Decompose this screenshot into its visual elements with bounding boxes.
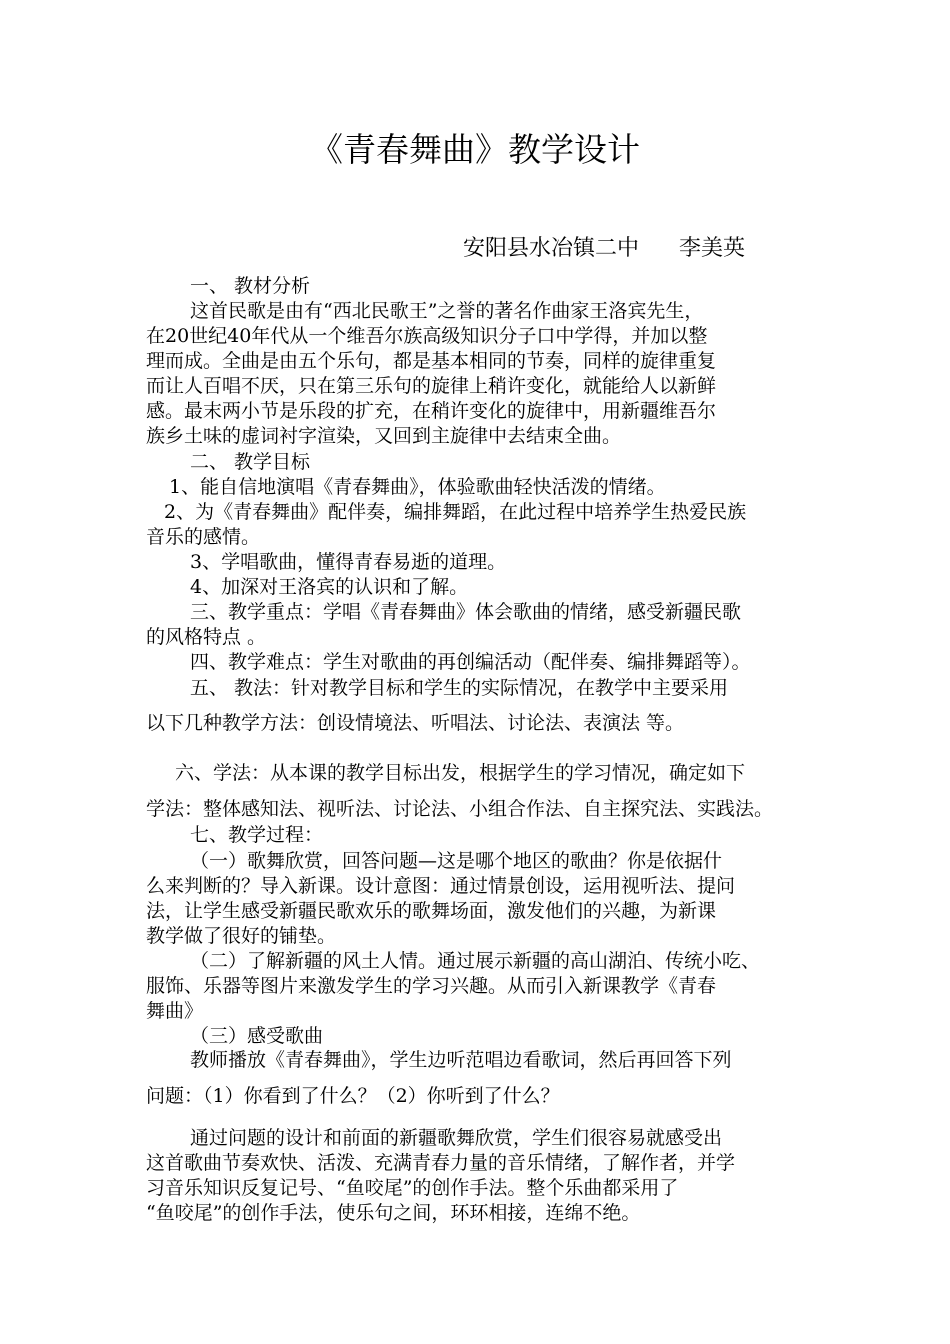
paragraph-line: （二）了解新疆的风土人情。通过展示新疆的高山湖泊、传统小吃、 (190, 950, 761, 972)
paragraph-line: 么来判断的？导入新课。设计意图：通过情景创设，运用视听法、提问 (146, 875, 736, 897)
paragraph-line: 教师播放《青春舞曲》，学生边听范唱边看歌词，然后再回答下列 (190, 1049, 732, 1071)
paragraph-line: 感。最末两小节是乐段的扩充，在稍许变化的旋律中，用新疆维吾尔 (146, 400, 717, 422)
paragraph-line: 问题：（1）你看到了什么？（2）你听到了什么？ (146, 1085, 560, 1107)
paragraph-line: 法，让学生感受新疆民歌欢乐的歌舞场面，激发他们的兴趣，为新课 (146, 900, 717, 922)
paragraph-line: 而让人百唱不厌，只在第三乐句的旋律上稍许变化，就能给人以新鲜 (146, 375, 717, 397)
subsection-heading: （三）感受歌曲 (190, 1025, 324, 1047)
paragraph-line: 这首民歌是由有“西北民歌王”之誉的著名作曲家王洛宾先生， (190, 300, 704, 322)
paragraph-line: 理而成。全曲是由五个乐句，都是基本相同的节奏，同样的旋律重复 (146, 350, 717, 372)
paragraph-line: 这首歌曲节奏欢快、活泼、充满青春力量的音乐情绪，了解作者，并学 (146, 1152, 736, 1174)
paragraph-line: 通过问题的设计和前面的新疆歌舞欣赏，学生们很容易就感受出 (190, 1127, 723, 1149)
paragraph-line: 在20世纪40年代从一个维吾尔族高级知识分子口中学得，并加以整 (146, 325, 708, 347)
section-heading: 二、 教学目标 (190, 451, 311, 473)
author-school: 安阳县水冶镇二中 (463, 236, 640, 261)
section-heading: 五、 教法：针对教学目标和学生的实际情况，在教学中主要采用 (190, 677, 729, 699)
section-heading: 三、教学重点：学唱《青春舞曲》体会歌曲的情绪，感受新疆民歌 (190, 601, 742, 623)
section-heading: 六、学法：从本课的教学目标出发，根据学生的学习情况，确定如下 (175, 762, 746, 784)
paragraph-line: 习音乐知识反复记号、“鱼咬尾”的创作手法。整个乐曲都采用了 (146, 1177, 679, 1199)
section-heading: 一、 教材分析 (190, 275, 311, 297)
paragraph-line: 音乐的感情。 (146, 526, 261, 548)
section-heading: 四、教学难点：学生对歌曲的再创编活动（配伴奏、编排舞蹈等）。 (190, 651, 751, 673)
paragraph-line: “鱼咬尾”的创作手法，使乐句之间，环环相接，连绵不绝。 (146, 1202, 641, 1224)
section-heading: 七、教学过程： (190, 824, 324, 846)
list-item: 1、能自信地演唱《青春舞曲》，体验歌曲轻快活泼的情绪。 (169, 476, 666, 498)
document-title: 《青春舞曲》教学设计 (310, 130, 640, 169)
paragraph-line: 教学做了很好的铺垫。 (146, 925, 337, 947)
list-item: 2、为《青春舞曲》配伴奏，编排舞蹈，在此过程中培养学生热爱民族 (164, 501, 747, 523)
author-name: 李美英 (679, 236, 746, 261)
paragraph-line: 服饰、乐器等图片来激发学生的学习兴趣。从而引入新课教学《青春 (146, 975, 717, 997)
paragraph-line: 舞曲》 (146, 1000, 204, 1022)
paragraph-line: 族乡土味的虚词衬字渲染，又回到主旋律中去结束全曲。 (146, 425, 622, 447)
list-item: 3、学唱歌曲，懂得青春易逝的道理。 (190, 551, 507, 573)
list-item: 4、加深对王洛宾的认识和了解。 (190, 576, 469, 598)
paragraph-line: 以下几种教学方法：创设情境法、听唱法、讨论法、表演法 等。 (146, 712, 685, 734)
author-line (463, 232, 745, 266)
paragraph-line: 的风格特点 。 (146, 626, 267, 648)
paragraph-line: （一）歌舞欣赏，回答问题—这是哪个地区的歌曲？你是依据什 (190, 850, 723, 872)
paragraph-line: 学法：整体感知法、视听法、讨论法、小组合作法、自主探究法、实践法。 (146, 798, 774, 820)
